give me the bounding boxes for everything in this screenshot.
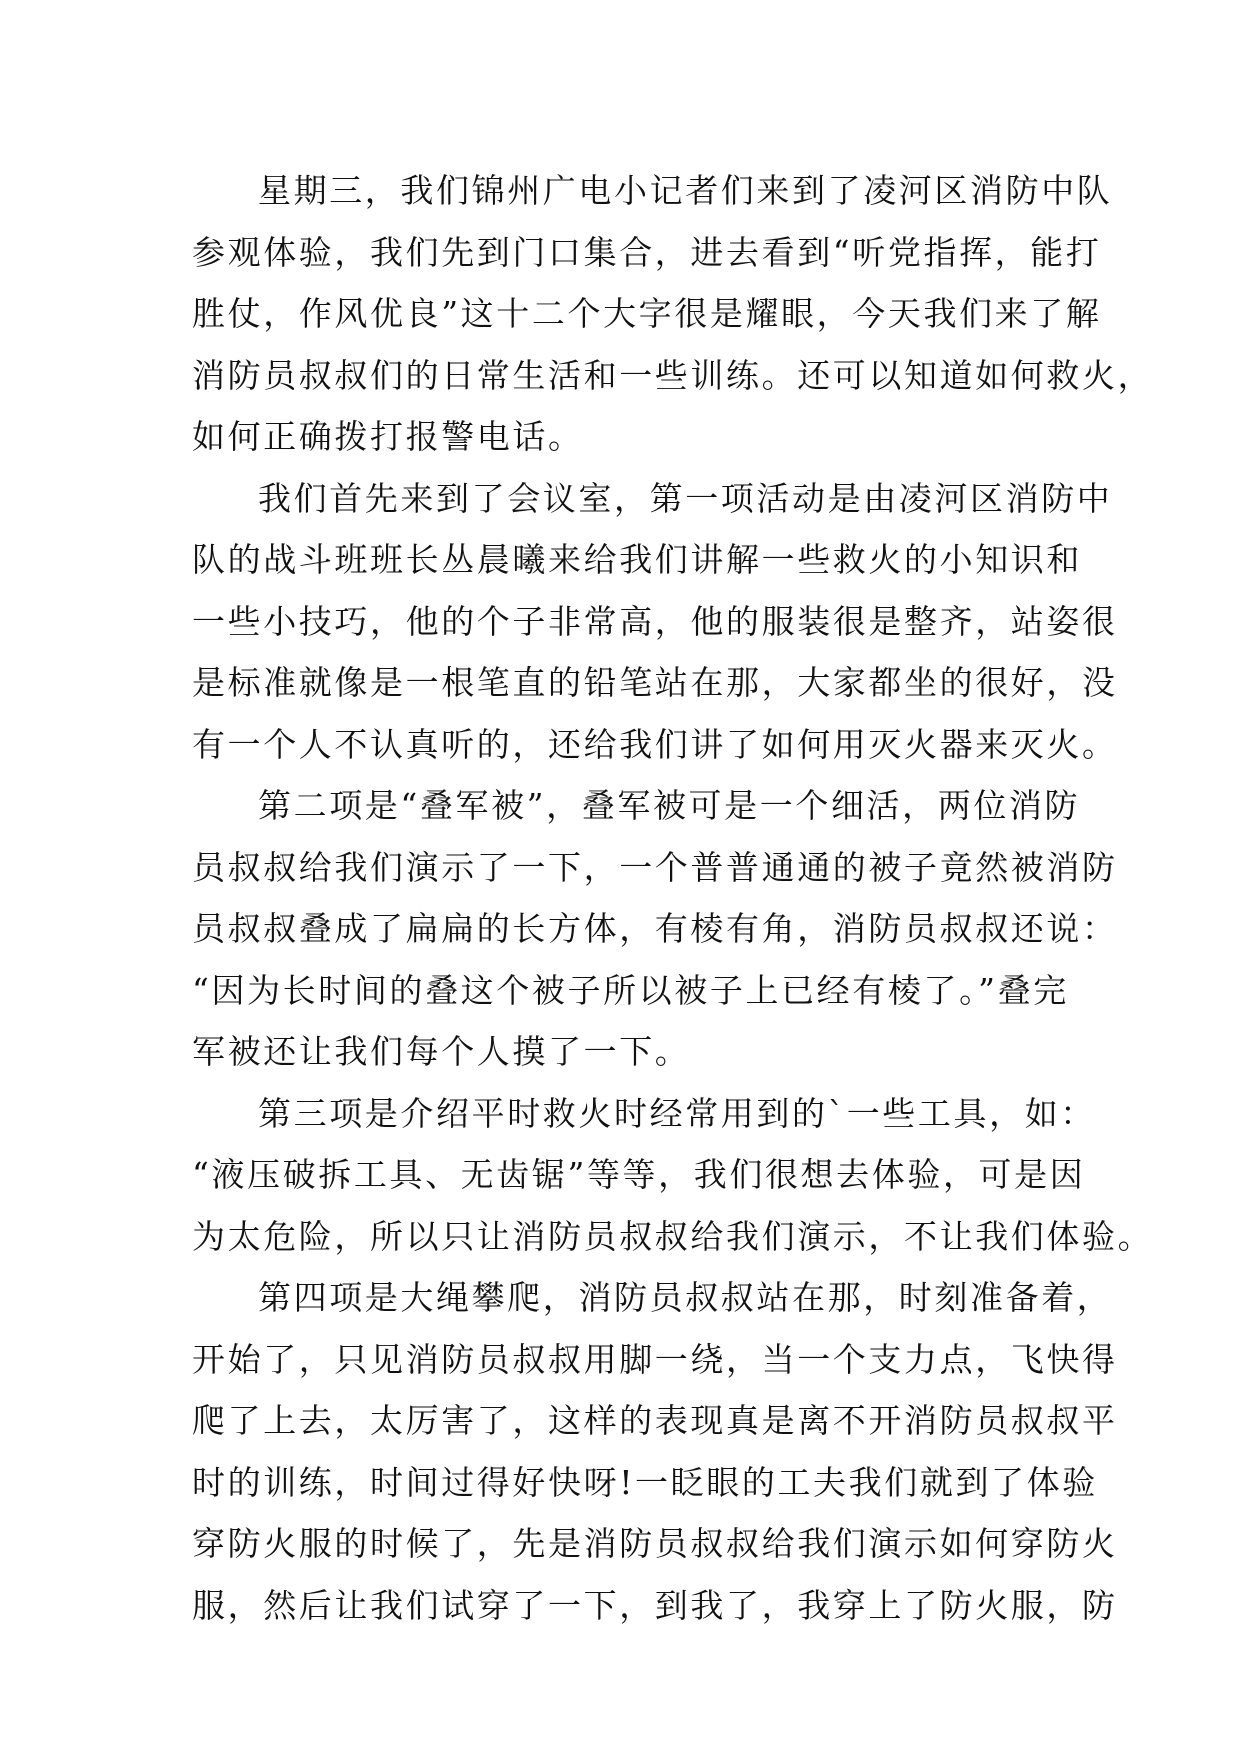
text-line: 第二项是“叠军被”，叠军被可是一个细活，两位消防 bbox=[258, 786, 1081, 825]
text-line: 军被还让我们每个人摸了一下。 bbox=[192, 1032, 691, 1071]
text-line: 第三项是介绍平时救火时经常用到的`一些工具，如： bbox=[258, 1093, 1096, 1133]
paragraph-rope-climbing bbox=[192, 1267, 1118, 1636]
text-line: 时的训练，时间过得好快呀!一眨眼的工夫我们就到了体验 bbox=[192, 1462, 1098, 1502]
text-line: “因为长时间的叠这个被子所以被子上已经有棱了。”叠完 bbox=[192, 970, 1069, 1010]
text-line: 有一个人不认真听的，还给我们讲了如何用灭火器来灭火。 bbox=[192, 724, 1118, 764]
text-line: 爬了上去，太厉害了，这样的表现真是离不开消防员叔叔平 bbox=[192, 1401, 1118, 1440]
text-line: 我们首先来到了会议室，第一项活动是由凌河区消防中 bbox=[258, 478, 1113, 518]
document-body bbox=[192, 160, 1154, 1636]
text-line: 消防员叔叔们的日常生活和一些训练。还可以知道如何救火， bbox=[192, 355, 1154, 395]
paragraph-meeting-room bbox=[192, 468, 1118, 776]
text-line: 胜仗，作风优良”这十二个大字很是耀眼，今天我们来了解 bbox=[192, 294, 1102, 333]
text-line: 开始了，只见消防员叔叔用脚一绕，当一个支力点，飞快得 bbox=[192, 1339, 1118, 1379]
text-line: 服，然后让我们试穿了一下，到我了，我穿上了防火服，防 bbox=[192, 1585, 1118, 1625]
paragraph-tools bbox=[192, 1083, 1154, 1268]
text-line: 穿防火服的时候了，先是消防员叔叔给我们演示如何穿防火 bbox=[192, 1524, 1118, 1563]
text-line: 员叔叔给我们演示了一下，一个普普通通的被子竟然被消防 bbox=[192, 847, 1118, 887]
text-line: 如何正确拨打报警电话。 bbox=[192, 417, 584, 456]
text-line: 为太危险，所以只让消防员叔叔给我们演示，不让我们体验。 bbox=[192, 1216, 1154, 1256]
paragraph-folding-quilt bbox=[192, 775, 1118, 1083]
text-line: 参观体验，我们先到门口集合，进去看到“听党指挥，能打 bbox=[192, 232, 1102, 272]
text-line: 一些小技巧，他的个子非常高，他的服装很是整齐，站姿很 bbox=[192, 601, 1118, 641]
paragraph-intro bbox=[192, 160, 1154, 468]
text-line: 星期三，我们锦州广电小记者们来到了凌河区消防中队 bbox=[258, 171, 1113, 210]
text-line: 员叔叔叠成了扁扁的长方体，有棱有角，消防员叔叔还说： bbox=[192, 909, 1118, 948]
text-line: 第四项是大绳攀爬，消防员叔叔站在那，时刻准备着， bbox=[258, 1278, 1113, 1317]
text-line: 队的战斗班班长丛晨曦来给我们讲解一些救火的小知识和 bbox=[192, 540, 1082, 579]
text-line: 是标准就像是一根笔直的铅笔站在那，大家都坐的很好，没 bbox=[192, 663, 1118, 702]
text-line: “液压破拆工具、无齿锯”等等，我们很想去体验，可是因 bbox=[192, 1155, 1086, 1194]
